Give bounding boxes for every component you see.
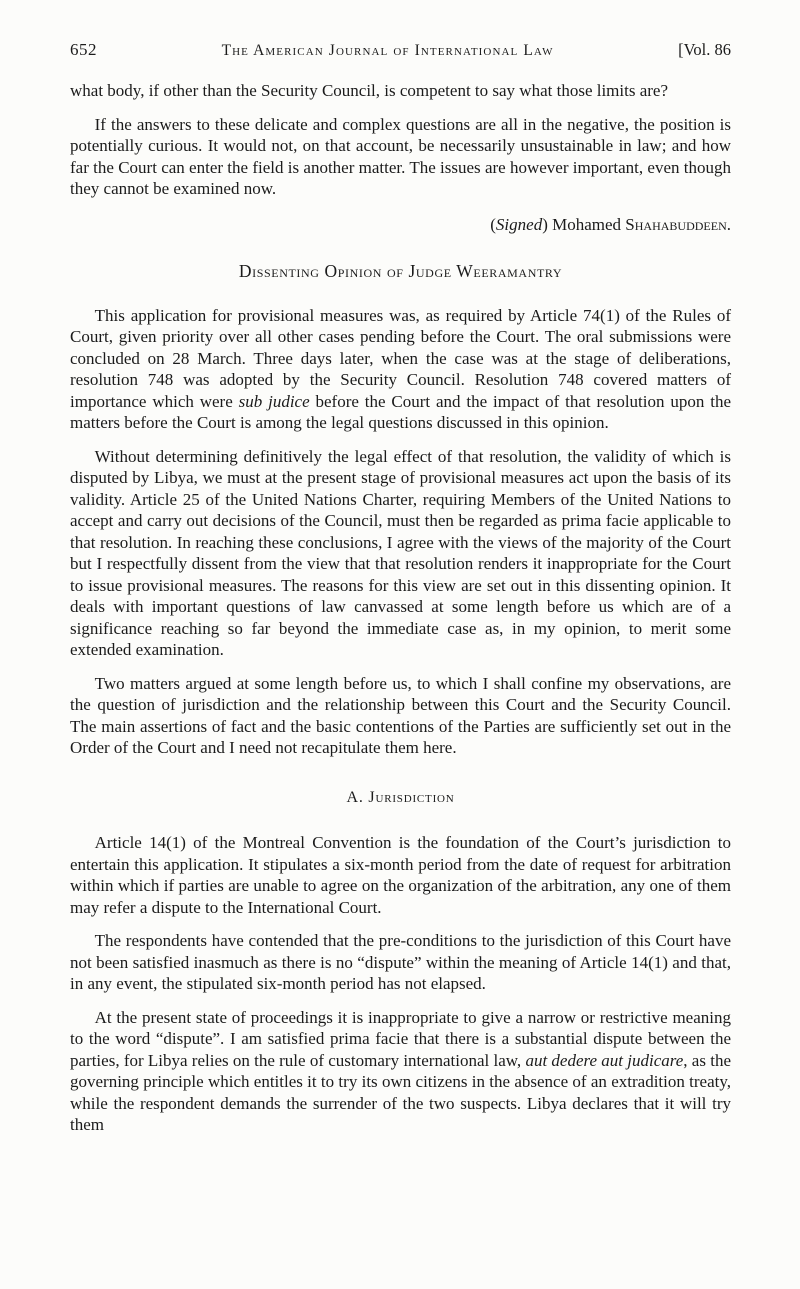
text-run: Shahabuddeen xyxy=(625,214,727,234)
text-run: Article 14(1) of the Montreal Convention is the foundation of the Court’s jurisdiction to entertain this application. It stipulates a six-month period from the date of request for arbitration within which if parties are unable to agree on the organization of the arbitration, any one of them may refer a dispute to the International Court. xyxy=(70,833,731,917)
text-run: ) Mohamed xyxy=(542,214,626,234)
journal-title: The American Journal of International Law xyxy=(221,42,554,59)
paragraph xyxy=(70,1007,731,1136)
opinion-heading: Dissenting Opinion of Judge Weeramantry xyxy=(238,261,563,281)
paragraph xyxy=(70,446,731,661)
text-run: This application for provisional measures was, as required by Article 74(1) of the Rules of Court, given priority over all other cases pending before the Court. The oral submissions were concluded on 28 March. Three days later, when the case was at the stage of deliberations, resolution 748 was adopted by the Security Council. Resolution 748 covered matters of importance which were xyxy=(70,305,731,411)
text-run: Signed xyxy=(495,214,543,234)
text-run: before the Court and the impact of that resolution upon the matters before the Court is among the legal questions discussed in this opinion. xyxy=(70,391,731,432)
signature-line xyxy=(70,214,731,236)
paragraph xyxy=(70,673,731,759)
text-run: what body, if other than the Security Council, is competent to say what those limits are? xyxy=(70,81,669,100)
text-run: . xyxy=(726,214,731,234)
text-run: Without determining definitively the legal effect of that resolution, the validity of which is disputed by Libya, we must at the present stage of provisional measures act upon the basis of its validity. Article 25 of the United Nations Charter, requiring Members of the United Nations to accept and carry out decisions of the Council, must then be regarded as prima facie applicable to that resolution. In reaching these conclusions, I agree with the views of the majority of the Court but I respectfully dissent from the view that that resolution renders it inappropriate for the Court to issue provisional measures. The reasons for this view are set out in this dissenting opinion. It deals with important questions of law canvassed at some length before us which are of a significance reaching so far beyond the immediate case as, in my opinion, to merit some extended examination. xyxy=(70,446,731,659)
page-number: 652 xyxy=(70,40,97,59)
text-run: If the answers to these delicate and complex questions are all in the negative, the position is potentially curious. It would not, on that account, be necessarily unsustainable in law; and how far the Court can enter the field is another matter. The issues are however important, even though they cannot be examined now. xyxy=(70,114,731,198)
paragraph xyxy=(70,305,731,434)
running-head xyxy=(70,40,731,60)
text-run: At the present state of proceedings it is inappropriate to give a narrow or restrictive meaning to the word “dispute”. I am satisfied prima facie that there is a substantial dispute between the parties, for Libya relies on the rule of customary international law, xyxy=(70,1007,731,1070)
paragraph xyxy=(70,930,731,995)
text-run: ( xyxy=(490,214,496,234)
paragraph-continuation xyxy=(70,80,731,102)
volume-label: [Vol. 86 xyxy=(678,40,731,59)
text-run: Two matters argued at some length before us, to which I shall confine my observations, are the question of jurisdiction and the relationship between this Court and the Security Council. The main assertions of fact and the basic contentions of the Parties are sufficiently set out in the Order of the Court and I need not recapitulate them here. xyxy=(70,673,731,757)
section-heading-jurisdiction: A. Jurisdiction xyxy=(346,788,455,806)
paragraph xyxy=(70,114,731,200)
paragraph xyxy=(70,832,731,918)
text-run: sub judice xyxy=(238,391,310,411)
page-body xyxy=(70,80,731,1136)
text-run: , as the governing principle which entitles it to try its own citizens in the absence of an extradition treaty, while the respondent demands the surrender of the two suspects. Libya declares that it will try them xyxy=(70,1050,731,1134)
text-run: aut dedere aut judicare xyxy=(525,1050,684,1070)
text-run: The respondents have contended that the pre-conditions to the jurisdiction of this Court have not been satisfied inasmuch as there is no “dispute” within the meaning of Article 14(1) and that, in any event, the stipulated six-month period has not elapsed. xyxy=(70,931,731,993)
